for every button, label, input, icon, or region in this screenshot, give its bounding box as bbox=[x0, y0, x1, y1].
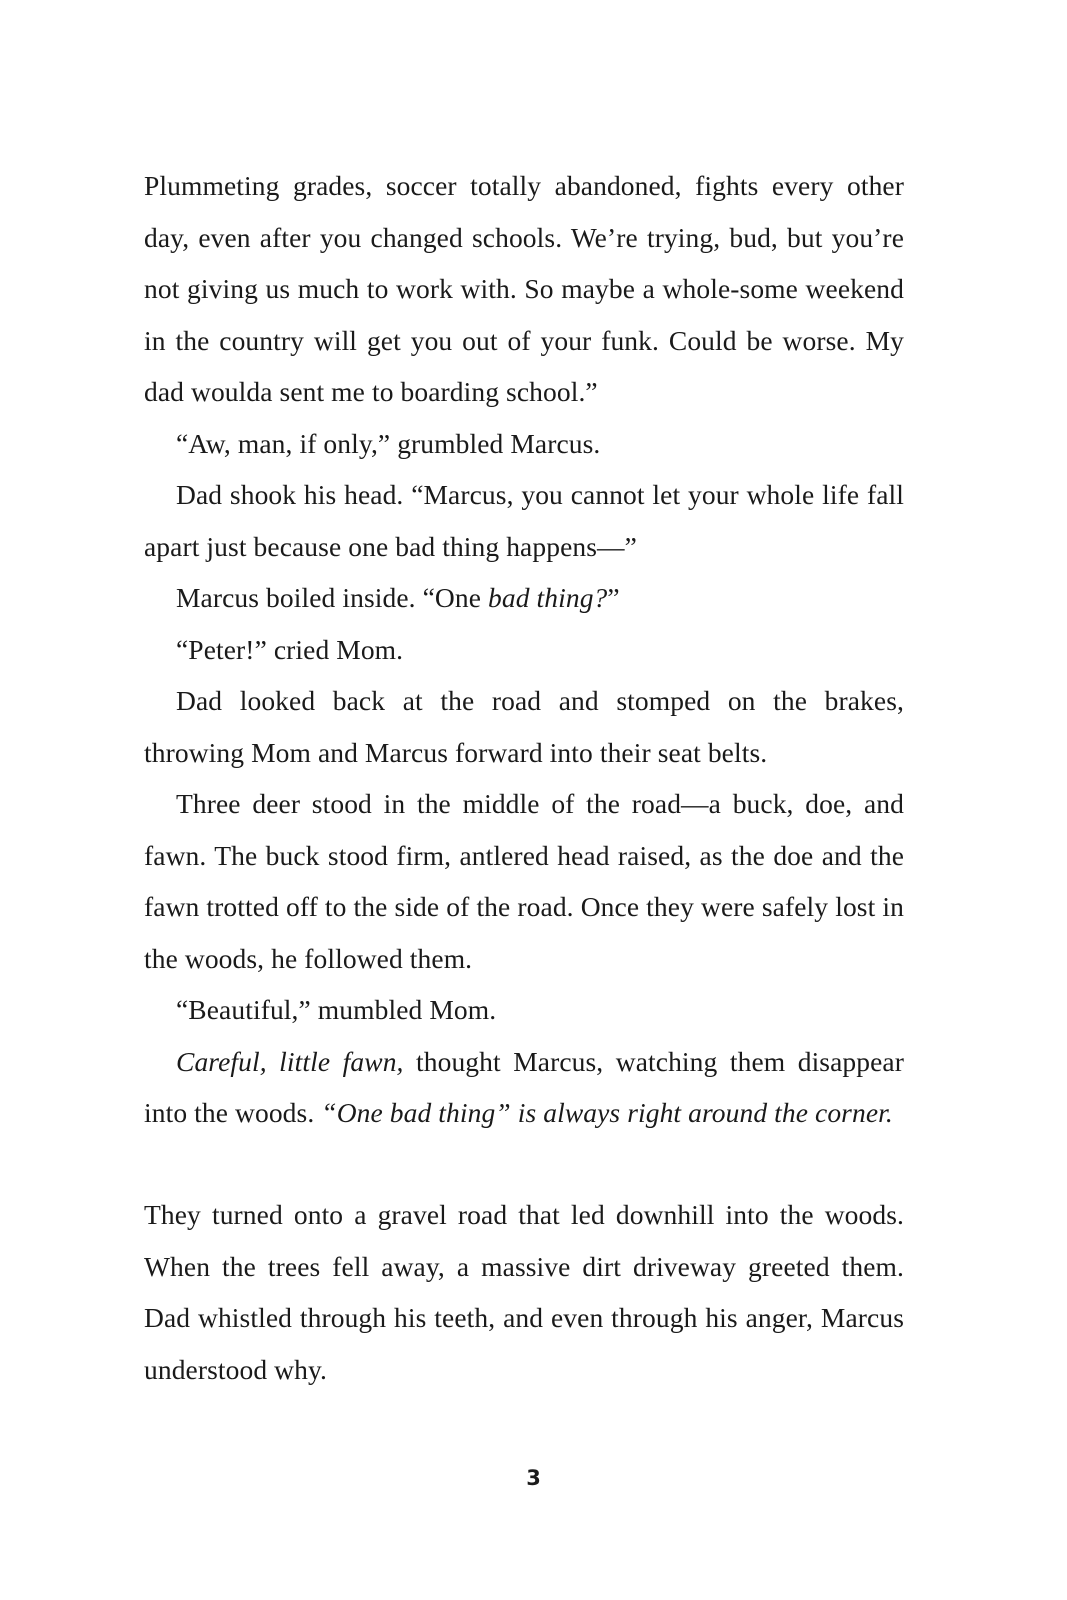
text-section-2 bbox=[144, 1189, 904, 1395]
paragraph bbox=[144, 1189, 904, 1395]
text-run: They turned onto a gravel road that led downhill into the woods. When the trees fell away, a massive dirt driveway greeted them. Dad whistled through his teeth, and even through his anger, Marcus understood why. bbox=[144, 1199, 904, 1385]
paragraph bbox=[144, 469, 904, 572]
page-number: 3 bbox=[526, 1466, 541, 1490]
text-run: thought Marcus, watching them disappear into the woods. bbox=[144, 1045, 904, 1128]
text-run: Marcus boiled inside. “One bbox=[176, 582, 488, 613]
paragraph bbox=[144, 675, 904, 778]
text-run: Dad shook his head. “Marcus, you cannot let your whole life fall apart just because one bad thing happens—” bbox=[144, 479, 904, 562]
paragraph bbox=[144, 778, 904, 984]
text-run: “Peter!” cried Mom. bbox=[176, 633, 404, 665]
text-run: Plummeting grades, soccer totally abandoned, fights every other day, even after you changed schools. We’re trying, bud, but you’re not giving us much to work with. So maybe a whole-some weekend in the country will get you out of your funk. Could be worse. My dad woulda sent me to boarding school.” bbox=[144, 170, 904, 407]
italic-text-run: Careful, little fawn, bbox=[176, 1045, 404, 1077]
text-run: Three deer stood in the middle of the road—a buck, doe, and fawn. The buck stood firm, antlered head raised, as the doe and the fawn trotted off to the side of the road. Once they were safely lost in the woods, he followed them. bbox=[144, 788, 904, 974]
text-run: “Beautiful,” mumbled Mom. bbox=[176, 994, 497, 1025]
text-run: ” bbox=[607, 582, 620, 613]
italic-text-run: bad thing? bbox=[488, 582, 608, 613]
paragraph bbox=[144, 1036, 904, 1139]
text-run: Dad looked back at the road and stomped on the brakes, throwing Mom and Marcus forward into their seat belts. bbox=[144, 685, 904, 768]
paragraph bbox=[144, 418, 904, 470]
paragraph bbox=[144, 624, 904, 676]
text-run: “Aw, man, if only,” grumbled Marcus. bbox=[176, 427, 601, 459]
paragraph bbox=[144, 984, 904, 1036]
text-section-1 bbox=[144, 160, 904, 1139]
paragraph bbox=[144, 160, 904, 418]
paragraph bbox=[144, 572, 904, 624]
italic-text-run: “One bad thing” is always right around the corner. bbox=[321, 1097, 893, 1128]
